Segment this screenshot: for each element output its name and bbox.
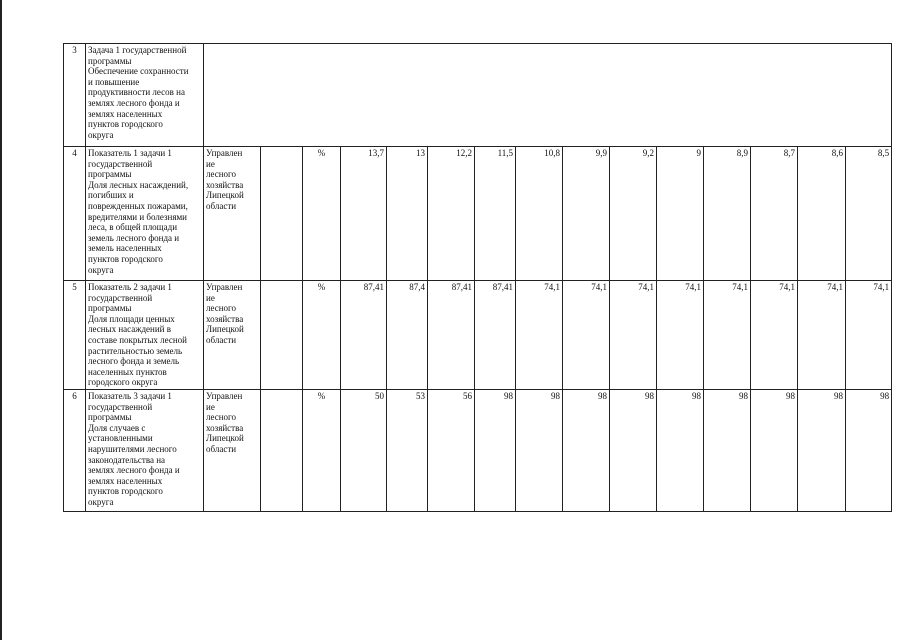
value-cell: 56	[428, 390, 475, 512]
row-number: 6	[64, 390, 86, 512]
row-extra	[261, 281, 303, 390]
value-cell: 87,41	[428, 281, 475, 390]
value-cell: 10,8	[516, 147, 563, 281]
value-cell: 74,1	[610, 281, 657, 390]
row-number: 3	[64, 44, 86, 147]
row-name: Показатель 2 задачи 1 государственной программы Доля площади ценных лесных насаждений в составе покрытых лесной растительностью земель лесного фонда и земель населенных пунктов городского округа	[86, 281, 204, 390]
table-row	[64, 281, 892, 390]
value-cell: 98	[657, 390, 704, 512]
value-cell: 98	[751, 390, 798, 512]
value-cell: 98	[846, 390, 892, 512]
row-unit: %	[303, 281, 341, 390]
value-cell: 9,9	[563, 147, 610, 281]
value-cell: 13,7	[341, 147, 387, 281]
value-cell: 8,6	[798, 147, 846, 281]
row-name: Показатель 1 задачи 1 государственной программы Доля лесных насаждений, погибших и поврежденных пожарами, вредителями и болезнями леса, в общей площади земель лесного фонда и земель населенных пунктов городского округа	[86, 147, 204, 281]
row-number: 4	[64, 147, 86, 281]
value-cell: 50	[341, 390, 387, 512]
value-cell: 13	[387, 147, 428, 281]
row-name: Показатель 3 задачи 1 государственной программы Доля случаев с установленными нарушителями лесного законодательства на землях лесного фонда и землях населенных пунктов городского округа	[86, 390, 204, 512]
value-cell: 87,41	[341, 281, 387, 390]
table-row	[64, 44, 892, 147]
value-cell: 87,41	[475, 281, 516, 390]
value-cell: 98	[516, 390, 563, 512]
value-cell: 74,1	[516, 281, 563, 390]
value-cell: 9	[657, 147, 704, 281]
value-cell: 74,1	[751, 281, 798, 390]
row-unit: %	[303, 147, 341, 281]
value-cell: 8,9	[704, 147, 751, 281]
value-cell: 74,1	[798, 281, 846, 390]
value-cell: 8,5	[846, 147, 892, 281]
row-responsible: Управлен ие лесного хозяйства Липецкой области	[204, 147, 261, 281]
value-cell: 98	[475, 390, 516, 512]
value-cell: 74,1	[846, 281, 892, 390]
row-extra	[261, 147, 303, 281]
table-row	[64, 147, 892, 281]
value-cell: 98	[798, 390, 846, 512]
value-cell: 87,4	[387, 281, 428, 390]
table-row	[64, 390, 892, 512]
indicators-table	[63, 43, 892, 512]
value-cell: 74,1	[563, 281, 610, 390]
value-cell: 53	[387, 390, 428, 512]
value-cell: 98	[704, 390, 751, 512]
value-cell: 74,1	[657, 281, 704, 390]
scan-left-edge	[0, 0, 2, 640]
task-empty-span	[204, 44, 892, 147]
row-name: Задача 1 государственной программы Обеспечение сохранности и повышение продуктивности лесов на землях лесного фонда и землях населенных пунктов городского округа	[86, 44, 204, 147]
value-cell: 98	[563, 390, 610, 512]
row-unit: %	[303, 390, 341, 512]
row-responsible: Управлен ие лесного хозяйства Липецкой области	[204, 281, 261, 390]
value-cell: 8,7	[751, 147, 798, 281]
value-cell: 74,1	[704, 281, 751, 390]
value-cell: 98	[610, 390, 657, 512]
value-cell: 9,2	[610, 147, 657, 281]
row-responsible: Управлен ие лесного хозяйства Липецкой области	[204, 390, 261, 512]
value-cell: 12,2	[428, 147, 475, 281]
row-extra	[261, 390, 303, 512]
row-number: 5	[64, 281, 86, 390]
value-cell: 11,5	[475, 147, 516, 281]
